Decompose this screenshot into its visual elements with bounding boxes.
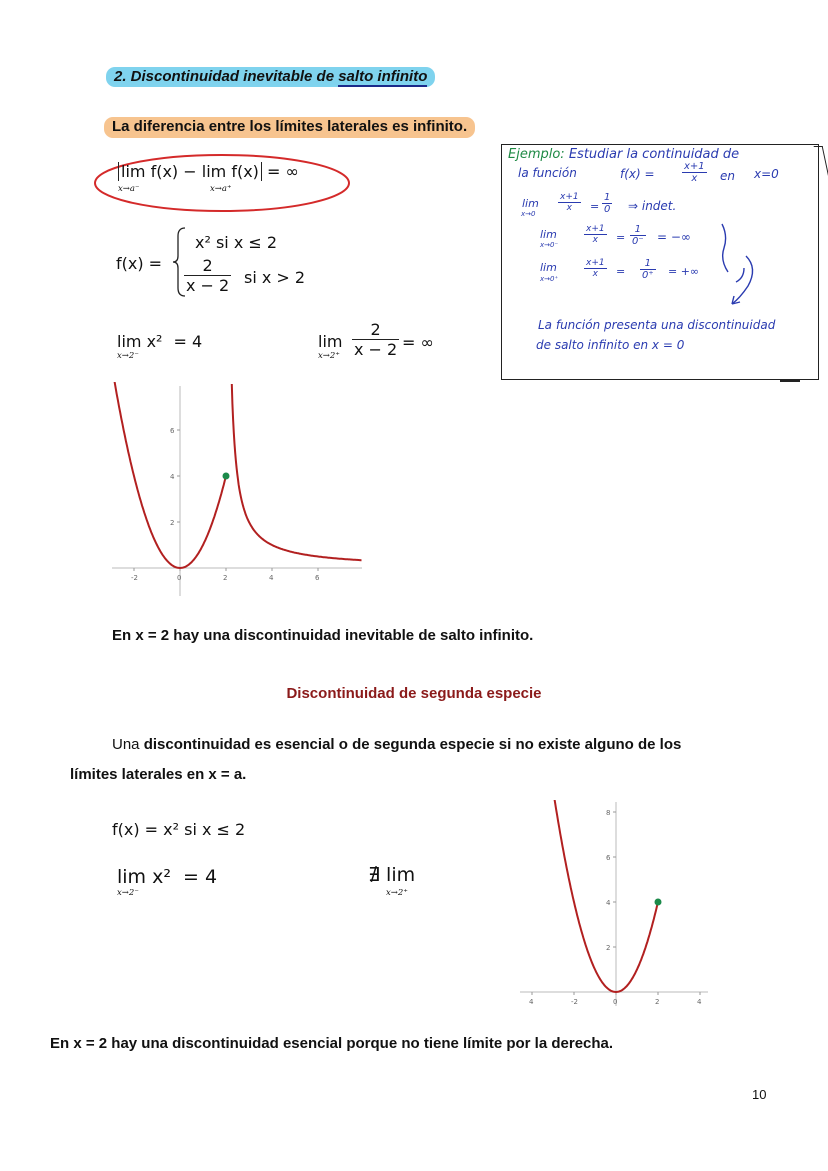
graph1-xtick-label: 0 (177, 574, 182, 582)
graph1 (112, 382, 364, 598)
note-fx: f(x) = (620, 167, 655, 181)
graph2-axes (520, 802, 708, 1006)
note-lim1-res: ⇒ indet. (628, 199, 677, 213)
note-line1: Ejemplo: Estudiar la continuidad de (508, 147, 740, 162)
graph1-xtick-label: 6 (315, 574, 320, 582)
note-fx-frac: $\frac{x+1}{x}$ (684, 161, 705, 184)
graph1-point (223, 473, 230, 480)
note-lim2-frac2: $\frac{1}{0^-}$ (632, 224, 644, 247)
limit-right1-frac: $\frac{2}{x - 2}$ (354, 320, 398, 359)
note-lim2-sub: x→0⁻ (540, 241, 559, 249)
piecewise1-case2-frac (184, 256, 231, 295)
graph2-xtick-label: 0 (613, 998, 618, 1006)
note-conclusion1: La función presenta una discontinuidad (538, 318, 776, 332)
note-lim3-frac2: $\frac{1}{0^+}$ (642, 258, 654, 281)
graph2-ytick-label: 6 (606, 854, 611, 862)
note-lim2-eq: = (616, 231, 626, 244)
section2-title: Discontinuidad de segunda especie (286, 685, 542, 702)
note-lim3-word: lim (540, 261, 557, 274)
graph2-curves (554, 800, 662, 992)
graph2-xtick-label: -2 (571, 998, 578, 1006)
note-line2: la función (518, 166, 577, 180)
graph2-ytick-label: 8 (606, 809, 611, 817)
note-tail-line (780, 380, 800, 382)
note-lim1-frac2: $\frac{1}{0}$ (604, 192, 611, 215)
note-fx-at: en (720, 169, 735, 183)
note-lim2-frac: $\frac{x+1}{x}$ (586, 224, 605, 245)
piecewise2: f(x) = x² si x ≤ 2 (112, 820, 246, 839)
limit-right1-result: = ∞ (402, 333, 434, 352)
limit-right2-sub: x→2⁺ (386, 888, 408, 898)
formula-result: = ∞ (267, 162, 299, 181)
page-number: 10 (752, 1087, 767, 1102)
note-lim1-word: lim (522, 197, 539, 210)
note-lim1-sub: x→0 (521, 210, 536, 218)
graph1-xtick-label: 4 (269, 574, 274, 582)
graph1-xtick-label: 2 (223, 574, 228, 582)
definition-text: La diferencia entre los límites laterales es infinito. (104, 118, 475, 136)
note-lim3-frac: $\frac{x+1}{x}$ (586, 258, 605, 279)
note-lim1-eq: = (590, 200, 600, 213)
graph1-ytick-label: 2 (170, 519, 175, 527)
graph2 (518, 800, 714, 1010)
paragraph2-line1: Una discontinuidad es esencial o de segunda especie si no existe alguno de los (112, 736, 682, 753)
graph1-xtick-label: -2 (131, 574, 138, 582)
paragraph2-line2: límites laterales en x = a. (70, 766, 247, 783)
note-lim3-eq: = (616, 265, 626, 278)
graph1-hyperbola (232, 384, 362, 560)
formula-sub1: x→a⁻ (118, 184, 140, 194)
piecewise1-lhs: f(x) = (116, 254, 163, 273)
limit-left2-sub: x→2⁻ (117, 888, 139, 898)
limit-right1-lim: lim (318, 332, 343, 351)
graph1-ytick-label: 4 (170, 473, 175, 481)
formula-limit-difference (118, 162, 299, 181)
statement1: En x = 2 hay una discontinuidad inevitable de salto infinito. (112, 627, 534, 644)
limit-left1: lim x² = 4 (117, 332, 203, 351)
note-lim2-res: = −∞ (657, 230, 691, 244)
limit-right1-sub: x→2⁺ (318, 351, 340, 361)
formula-minus: − (183, 162, 197, 181)
formula-sub2: x→a⁺ (210, 184, 232, 194)
limit-right2: ∄ lim (368, 864, 416, 886)
piecewise1-den: x − 2 (186, 276, 230, 295)
formula-lim2: lim f(x) (202, 162, 262, 181)
graph2-xtick-label: 2 (655, 998, 660, 1006)
graph1-curves (113, 382, 361, 568)
graph2-point (655, 899, 662, 906)
note-bracket-arrow (718, 222, 764, 310)
graph2-ytick-label: 4 (606, 899, 611, 907)
note-lim1-frac: $\frac{x+1}{x}$ (560, 192, 579, 213)
piecewise1-case2-cond: si x > 2 (244, 268, 306, 287)
note-x0: x=0 (754, 167, 779, 181)
graph2-xtick-label: 4 (697, 998, 702, 1006)
limit-left2: lim x² = 4 (117, 866, 218, 888)
note-conclusion2: de salto infinito en x = 0 (536, 338, 685, 352)
graph2-ytick-label: 2 (606, 944, 611, 952)
piecewise1-case1: x² si x ≤ 2 (195, 233, 278, 252)
piecewise1-num: 2 (202, 256, 213, 275)
graph2-parabola (554, 800, 658, 992)
note-lim3-sub: x→0⁺ (540, 275, 559, 283)
section-title-underlined: salto infinito (338, 68, 428, 85)
section-title-prefix: 2. Discontinuidad inevitable de (114, 68, 339, 85)
statement2: En x = 2 hay una discontinuidad esencial porque no tiene límite por la derecha. (50, 1035, 614, 1052)
formula-lim1: lim f(x) (118, 162, 178, 181)
note-lim3-res: = +∞ (668, 265, 700, 278)
graph2-xtick-label: 4 (529, 998, 534, 1006)
note-lim2-word: lim (540, 228, 557, 241)
graph1-ytick-label: 6 (170, 427, 175, 435)
graph1-axes (112, 386, 362, 596)
section-title (106, 68, 435, 86)
limit-left1-sub: x→2⁻ (117, 351, 139, 361)
formula-ellipse (93, 150, 355, 216)
